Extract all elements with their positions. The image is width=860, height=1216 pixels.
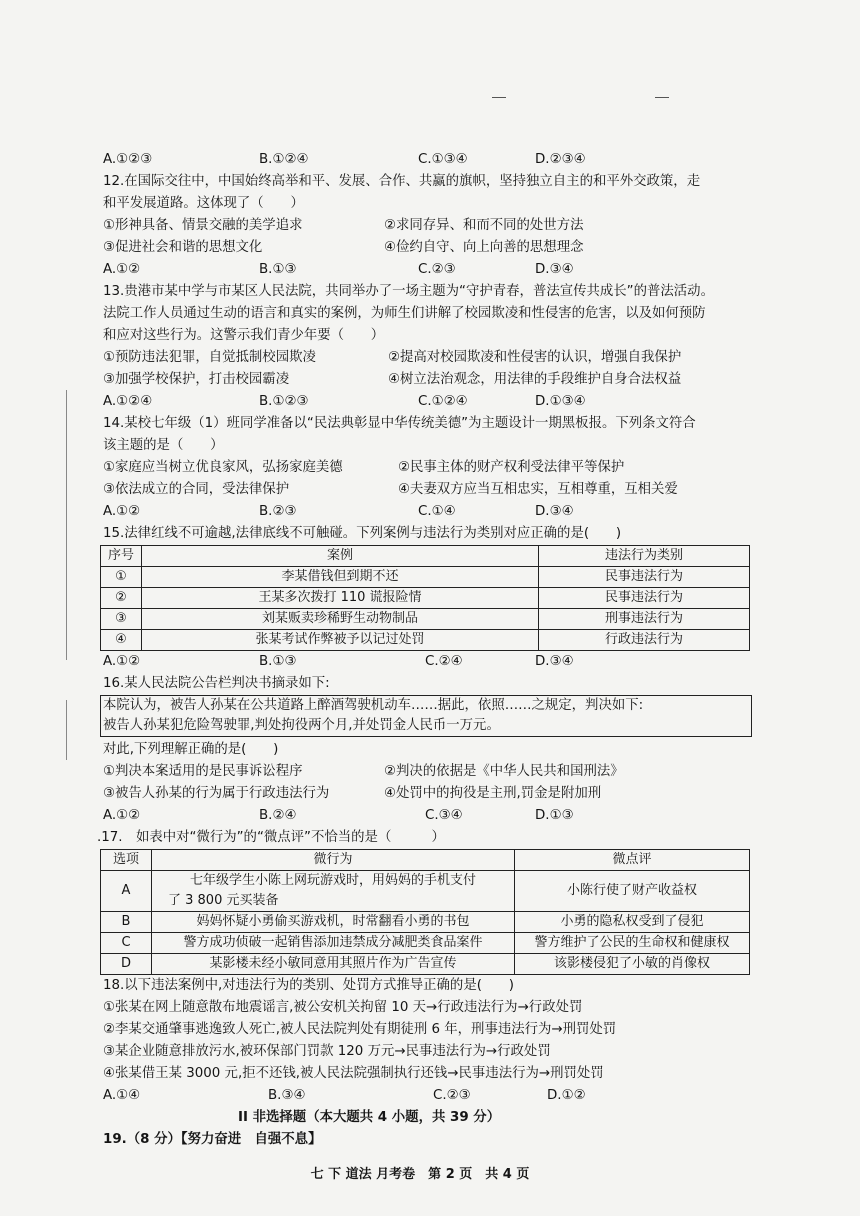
table-cell: D <box>101 954 152 975</box>
table-cell: 某影楼未经小敏同意用其照片作为广告宣传 <box>152 954 515 975</box>
option-c[interactable]: C.①④ <box>418 504 456 519</box>
table-cell: 民事违法行为 <box>539 567 750 588</box>
q12-options <box>103 260 803 280</box>
q15-table <box>100 545 750 651</box>
option-b[interactable]: B.②④ <box>259 808 297 823</box>
q16-statement-2: ②判决的依据是《中华人民共和国刑法》 <box>384 764 624 779</box>
table-header: 案例 <box>142 546 539 567</box>
q13-statement-1: ①预防违法犯罪，自觉抵制校园欺凌 <box>103 350 316 365</box>
table-cell: C <box>101 933 152 954</box>
table-row <box>101 954 750 975</box>
q15-options <box>103 652 803 672</box>
q12-statement-1: ①形神具备、情景交融的美学追求 <box>103 218 303 233</box>
option-c[interactable]: C.②④ <box>425 654 463 669</box>
q19-heading: 19.（8 分）【努力奋进 自强不息】 <box>103 1132 322 1147</box>
table-cell: ④ <box>101 630 142 651</box>
q13-statement-4: ④树立法治观念，用法律的手段维护自身合法权益 <box>388 372 682 387</box>
q16-statement-4: ④处罚中的拘役是主刑,罚金是附加刑 <box>384 786 602 801</box>
option-b[interactable]: B.②③ <box>259 504 297 519</box>
q16-options <box>103 806 803 826</box>
scan-mark <box>66 390 67 660</box>
table-cell: 刘某贩卖珍稀野生动物制品 <box>142 609 539 630</box>
table-cell: 民事违法行为 <box>539 588 750 609</box>
q13-statement-2: ②提高对校园欺凌和性侵害的认识，增强自我保护 <box>388 350 682 365</box>
page-footer: 七 下 道法 月考卷 第 2 页 共 4 页 <box>310 1167 530 1182</box>
option-c[interactable]: C.①③④ <box>418 152 468 167</box>
q18-statement-3: ③某企业随意排放污水,被环保部门罚款 120 万元→民事违法行为→行政处罚 <box>103 1044 551 1059</box>
table-cell: 行政违法行为 <box>539 630 750 651</box>
table-row <box>101 609 750 630</box>
q18-statement-4: ④张某借王某 3000 元,拒不还钱,被人民法院强制执行还钱→民事违法行为→刑罚处罚 <box>103 1066 604 1081</box>
q12-statement-2: ②求同存异、和而不同的处世方法 <box>384 218 584 233</box>
q14-statement-2: ②民事主体的财产权利受法律平等保护 <box>398 460 625 475</box>
table-row <box>101 933 750 954</box>
q18-stem: 18.以下违法案例中,对违法行为的类别、处罚方式推导正确的是( ) <box>103 978 514 993</box>
option-b[interactable]: B.①②④ <box>259 152 309 167</box>
q14-statement-1: ①家庭应当树立优良家风，弘扬家庭美德 <box>103 460 343 475</box>
cell-line: 了 3 800 元买装备 <box>168 893 279 908</box>
table-cell: 王某多次拨打 110 谎报险情 <box>142 588 539 609</box>
option-b[interactable]: B.①③ <box>259 654 297 669</box>
table-header: 微行为 <box>152 850 515 871</box>
option-b[interactable]: B.①③ <box>259 262 297 277</box>
option-d[interactable]: D.③④ <box>535 504 574 519</box>
table-header: 序号 <box>101 546 142 567</box>
table-row <box>101 567 750 588</box>
q13-statement-3: ③加强学校保护，打击校园霸凌 <box>103 372 290 387</box>
cell-line: 七年级学生小陈上网玩游戏时，用妈妈的手机支付 <box>189 873 476 888</box>
judgment-excerpt-line1: 本院认为，被告人孙某在公共道路上醉酒驾驶机动车……据此，依照……之规定，判决如下: <box>103 698 644 713</box>
option-c[interactable]: C.②③ <box>433 1088 471 1103</box>
q12-statement-4: ④俭约自守、向上向善的思想理念 <box>384 240 584 255</box>
scan-mark <box>492 97 506 98</box>
table-cell: 小陈行使了财产收益权 <box>515 871 750 912</box>
q12-stem-line1: 12.在国际交往中，中国始终高举和平、发展、合作、共赢的旗帜，坚持独立自主的和平外交政策，走 <box>103 174 701 189</box>
q17-stem: .17. 如表中对“微行为”的“微点评”不恰当的是（ ） <box>97 830 445 845</box>
q11-options <box>103 150 803 170</box>
option-d[interactable]: D.①② <box>547 1088 586 1103</box>
q14-stem-line1: 14.某校七年级（1）班同学准备以“民法典彰显中华传统美德”为主题设计一期黑板报。下列条文符合 <box>103 416 696 431</box>
q16-question: 对此,下列理解正确的是( ) <box>103 742 279 757</box>
option-a[interactable]: A.①② <box>103 654 141 669</box>
table-cell: 妈妈怀疑小勇偷买游戏机，时常翻看小勇的书包 <box>152 912 515 933</box>
option-b[interactable]: B.③④ <box>268 1088 306 1103</box>
scan-mark <box>66 700 67 760</box>
q15-stem: 15.法律红线不可逾越,法律底线不可触碰。下列案例与违法行为类别对应正确的是( ) <box>103 526 622 541</box>
q14-stem-line2: 该主题的是（ ） <box>103 438 224 453</box>
q18-statement-1: ①张某在网上随意散布地震谣言,被公安机关拘留 10 天→行政违法行为→行政处罚 <box>103 1000 583 1015</box>
table-header: 微点评 <box>515 850 750 871</box>
option-d[interactable]: D.①③ <box>535 808 574 823</box>
option-a[interactable]: A.①②③ <box>103 152 153 167</box>
table-header: 违法行为类别 <box>539 546 750 567</box>
table-cell: 该影楼侵犯了小敏的肖像权 <box>515 954 750 975</box>
option-a[interactable]: A.①②④ <box>103 394 153 409</box>
table-cell: B <box>101 912 152 933</box>
q16-statement-3: ③被告人孙某的行为属于行政违法行为 <box>103 786 330 801</box>
q16-stem: 16.某人民法院公告栏判决书摘录如下: <box>103 676 330 691</box>
table-cell: 警方成功侦破一起销售添加违禁成分减肥类食品案件 <box>152 933 515 954</box>
table-cell: 警方维护了公民的生命权和健康权 <box>515 933 750 954</box>
q13-options <box>103 392 803 412</box>
q18-statement-2: ②李某交通肇事逃逸致人死亡,被人民法院判处有期徒刑 6 年，刑事违法行为→刑罚处罚 <box>103 1022 617 1037</box>
option-a[interactable]: A.①② <box>103 808 141 823</box>
table-row <box>101 871 750 912</box>
table-cell: 李某借钱但到期不还 <box>142 567 539 588</box>
q16-statement-1: ①判决本案适用的是民事诉讼程序 <box>103 764 303 779</box>
q14-options <box>103 502 803 522</box>
table-cell: ③ <box>101 609 142 630</box>
table-row <box>101 912 750 933</box>
option-d[interactable]: D.③④ <box>535 654 574 669</box>
option-c[interactable]: C.①②④ <box>418 394 468 409</box>
table-cell: 张某考试作弊被予以记过处罚 <box>142 630 539 651</box>
table-cell <box>152 871 515 912</box>
option-c[interactable]: C.③④ <box>425 808 463 823</box>
section-heading: II 非选择题（本大题共 4 小题，共 39 分） <box>238 1110 501 1125</box>
table-cell: ① <box>101 567 142 588</box>
table-cell: A <box>101 871 152 912</box>
q14-statement-3: ③依法成立的合同，受法律保护 <box>103 482 290 497</box>
q12-statement-3: ③促进社会和谐的思想文化 <box>103 240 263 255</box>
option-b[interactable]: B.①②③ <box>259 394 309 409</box>
q13-stem-line2: 法院工作人员通过生动的语言和真实的案例，为师生们讲解了校园欺凌和性侵害的危害，以及如何预防 <box>103 306 706 321</box>
scan-mark <box>655 97 669 98</box>
table-cell: ② <box>101 588 142 609</box>
option-d[interactable]: D.②③④ <box>535 152 586 167</box>
table-row <box>101 630 750 651</box>
table-header: 选项 <box>101 850 152 871</box>
option-d[interactable]: D.③④ <box>535 262 574 277</box>
table-cell: 刑事违法行为 <box>539 609 750 630</box>
option-a[interactable]: A.①② <box>103 504 141 519</box>
option-c[interactable]: C.②③ <box>418 262 456 277</box>
table-cell: 小勇的隐私权受到了侵犯 <box>515 912 750 933</box>
q14-statement-4: ④夫妻双方应当互相忠实，互相尊重，互相关爱 <box>398 482 678 497</box>
judgment-excerpt-line2: 被告人孙某犯危险驾驶罪,判处拘役两个月,并处罚金人民币一万元。 <box>103 718 500 733</box>
q13-stem-line3: 和应对这些行为。这警示我们青少年要（ ） <box>103 328 385 343</box>
option-a[interactable]: A.①② <box>103 262 141 277</box>
option-d[interactable]: D.①③④ <box>535 394 586 409</box>
table-row <box>101 588 750 609</box>
q17-table <box>100 849 750 975</box>
option-a[interactable]: A.①④ <box>103 1088 141 1103</box>
q18-options <box>103 1086 803 1106</box>
q13-stem-line1: 13.贵港市某中学与市某区人民法院，共同举办了一场主题为“守护青春，普法宣传共成长”的普法活动。 <box>103 284 714 299</box>
q12-stem-line2: 和平发展道路。这体现了（ ） <box>103 196 304 211</box>
